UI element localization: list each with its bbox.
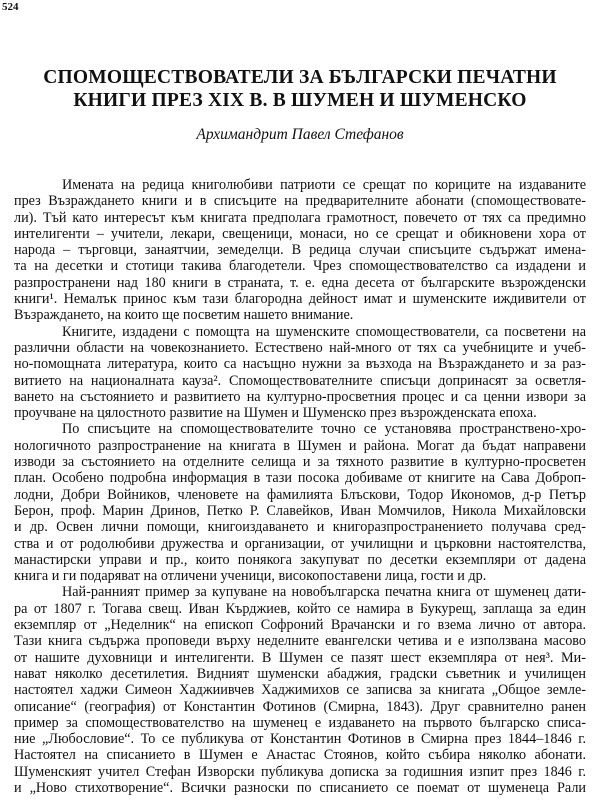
text-line: лодни, Добри Войников, членовете на фамилията Блъскови, Тодор Икономов, д-р Петър <box>14 486 586 503</box>
text-line: нологичното разпространение на книгата в Шумен и района. Могат да бъдат направени <box>14 437 586 454</box>
title-line: СПОМОЩЕСТВОВАТЕЛИ ЗА БЪЛГАРСКИ ПЕЧАТНИ <box>43 67 557 88</box>
text-line: Възраждането, на които ще посветим нашето внимание. <box>14 307 354 324</box>
text-line: изводи за състоянието на отделните селища и за тяхното развитие в културно-просветен <box>14 454 586 471</box>
title-line: КНИГИ ПРЕЗ XIX В. В ШУМЕН И ШУМЕНСКО <box>73 90 527 111</box>
text-line: но-помощната литература, които са насъщно нужни за възхода на Възраждането и за раз- <box>14 356 586 373</box>
text-line: проучване на цялостното развитие на Шумен и Шуменско през възрожденската епоха. <box>14 405 537 422</box>
text-line: и „Ново стихотворение“. Всички разноски по списанието се поемат от шуменеца Рали <box>14 779 586 796</box>
text-line: описание“ (география) от Константин Фотинов (Смирна, 1843). Друг сравнително ранен <box>14 698 586 715</box>
text-line: Настоятел на списанието в Шумен е Анастас Стоянов, който събира няколко абонати. <box>14 747 586 764</box>
text-line: от нашите духовници и интелигенти. В Шумен се пазят шест екземпляра от нея³. Ми- <box>14 649 586 666</box>
article-body <box>14 177 586 796</box>
text-line: екземпляр от „Неделник“ на епископ Софроний Врачански и го взема лично от автора. <box>14 617 586 634</box>
text-line: народа – търговци, занаятчии, земеделци. В редица случаи списъците съдържат имена- <box>14 242 586 259</box>
text-line: настоятел хаджи Симеон Хаджиивчев Хаджимихов се записва за книгата „Общое земле- <box>14 682 586 699</box>
text-line: Шуменският учител Стефан Изворски публикува дописка за годишния изпит през 1846 г. <box>14 763 586 780</box>
text-line: план. Особено подробна информация в тази посока добиваме от книгите на Сава Доброп- <box>14 470 586 487</box>
text-line: пример за спомоществователство на шуменец е издаването на първото българско списа- <box>14 714 586 731</box>
text-line: Най-ранният пример за купуване на новобългарска печатна книга от шуменец дати- <box>62 584 586 601</box>
text-line: книга и ги подаряват на отличени ученици, високопоставени лица, гости и др. <box>14 568 487 585</box>
text-line: та на десетки и стотици такива благодетели. Чрез спомоществователство са издадени и <box>14 258 586 275</box>
text-line: Тази книга съдържа проповеди върху неделните евангелски четива и е използвана масово <box>14 633 586 650</box>
text-line: различни области на човекознанието. Естествено най-много от тях са учебниците и учеб- <box>14 339 586 356</box>
text-line: нават няколко десетилетия. Видният шуменски абаджия, градски съветник и училищен <box>14 665 586 682</box>
article-title <box>0 66 600 112</box>
text-line: разпространени над 180 книги в страната, т. е. една десета от българските възрожденски <box>14 274 586 291</box>
text-line: Книгите, издадени с помощта на шуменските спомоществователи, са посветени на <box>62 323 586 340</box>
text-line: през Възраждането книги и в списъците на предварителните абонати (спомоществовате- <box>14 193 586 210</box>
text-line: ли). Тъй като интересът към книгата предполага грамотност, повечето от тях са предимно <box>14 209 586 226</box>
text-line: книги¹. Немалък принос към тази благородна дейност имат и шуменските иждивители от <box>14 291 586 308</box>
text-line: Берон, проф. Марин Дринов, Петко Р. Славейков, Иван Момчилов, Никола Михайловски <box>14 502 586 519</box>
text-line: и др. Освен лични помощи, книгоиздаването и книгоразпространението получава сред- <box>14 519 586 536</box>
text-line: ра от 1807 г. Тогава свещ. Иван Кърджиев, който се намира в Букурещ, заплаща за един <box>14 600 586 617</box>
text-line: Имената на редица книголюбиви патриоти се срещат по кориците на издаваните <box>62 177 586 193</box>
text-line: ването на състоянието и развитието на културно-просветния процес и са ценни извори за <box>14 388 586 405</box>
text-line: витието на националната кауза². Спомоществователните списъци допринасят за осветля- <box>14 372 586 389</box>
page-number: 524 <box>2 1 19 13</box>
text-line: По списъците на спомоществователите точно се установява пространствено-хро- <box>62 421 586 438</box>
text-line: манастирски управи и пр., които понякога закупуват по десетки екземпляри от дадена <box>14 551 586 568</box>
author-name: Архимандрит Павел Стефанов <box>196 126 404 143</box>
text-line: интелигенти – учители, лекари, свещеници, монаси, но се срещат и обикновени хора от <box>14 225 586 242</box>
text-line: ние „Любословие“. То се публикува от Константин Фотинов в Смирна през 1844–1846 г. <box>14 731 586 748</box>
text-line: ства и от родолюбиви дружества и организации, от училищни и църковни настоятелства, <box>14 535 586 552</box>
